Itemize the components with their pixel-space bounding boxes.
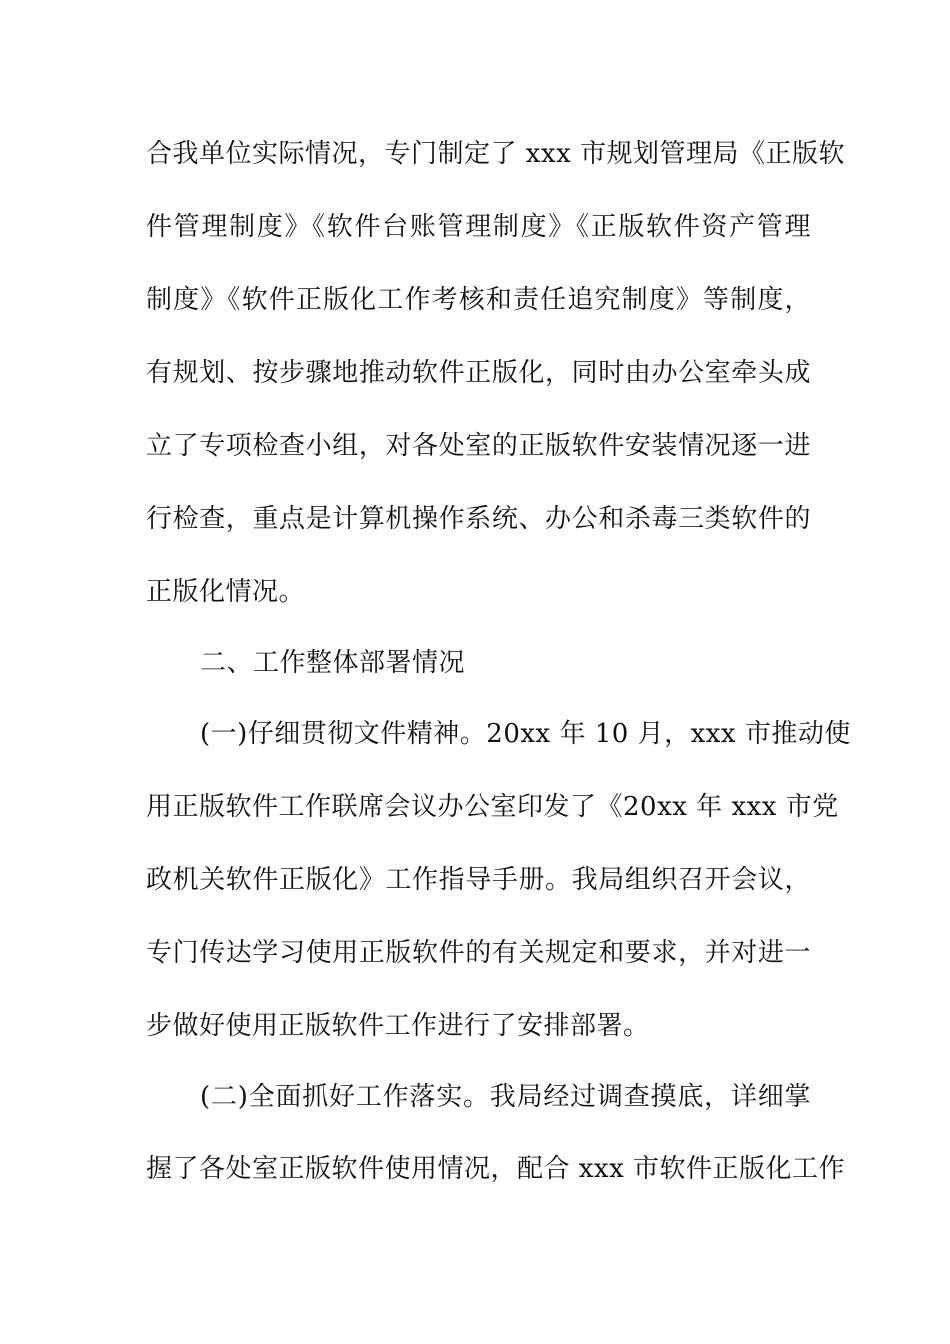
paragraph-3-line-2: 握了各处室正版软件使用情况，配合 xxx 市软件正版化工作 — [146, 1154, 846, 1184]
paragraph-1-line-5: 立了专项检查小组，对各处室的正版软件安装情况逐一进 — [146, 431, 811, 461]
paragraph-2-line-2: 用正版软件工作联席会议办公室印发了《20xx 年 xxx 市党 — [146, 792, 839, 822]
paragraph-2-line-1: (一)仔细贯彻文件精神。20xx 年 10 月，xxx 市推动使 — [200, 719, 851, 749]
paragraph-1-line-2: 件管理制度》《软件台账管理制度》《正版软件资产管理 — [146, 212, 811, 242]
paragraph-1-line-4: 有规划、按步骤地推动软件正版化，同时由办公室牵头成 — [146, 358, 811, 388]
paragraph-2-line-3: 政机关软件正版化》工作指导手册。我局组织召开会议， — [146, 865, 811, 895]
section-heading: 二、工作整体部署情况 — [200, 648, 466, 678]
paragraph-2-line-4: 专门传达学习使用正版软件的有关规定和要求，并对进一 — [146, 938, 811, 968]
paragraph-2-line-5: 步做好使用正版软件工作进行了安排部署。 — [146, 1011, 650, 1041]
paragraph-1-line-6: 行检查，重点是计算机操作系统、办公和杀毒三类软件的 — [146, 504, 811, 534]
paragraph-1-line-3: 制度》《软件正版化工作考核和责任追究制度》等制度， — [146, 285, 811, 315]
paragraph-3-line-1: (二)全面抓好工作落实。我局经过调查摸底，详细掌 — [200, 1082, 811, 1112]
paragraph-1-line-1: 合我单位实际情况，专门制定了 xxx 市规划管理局《正版软 — [146, 139, 846, 169]
paragraph-1-line-7: 正版化情况。 — [146, 577, 306, 607]
